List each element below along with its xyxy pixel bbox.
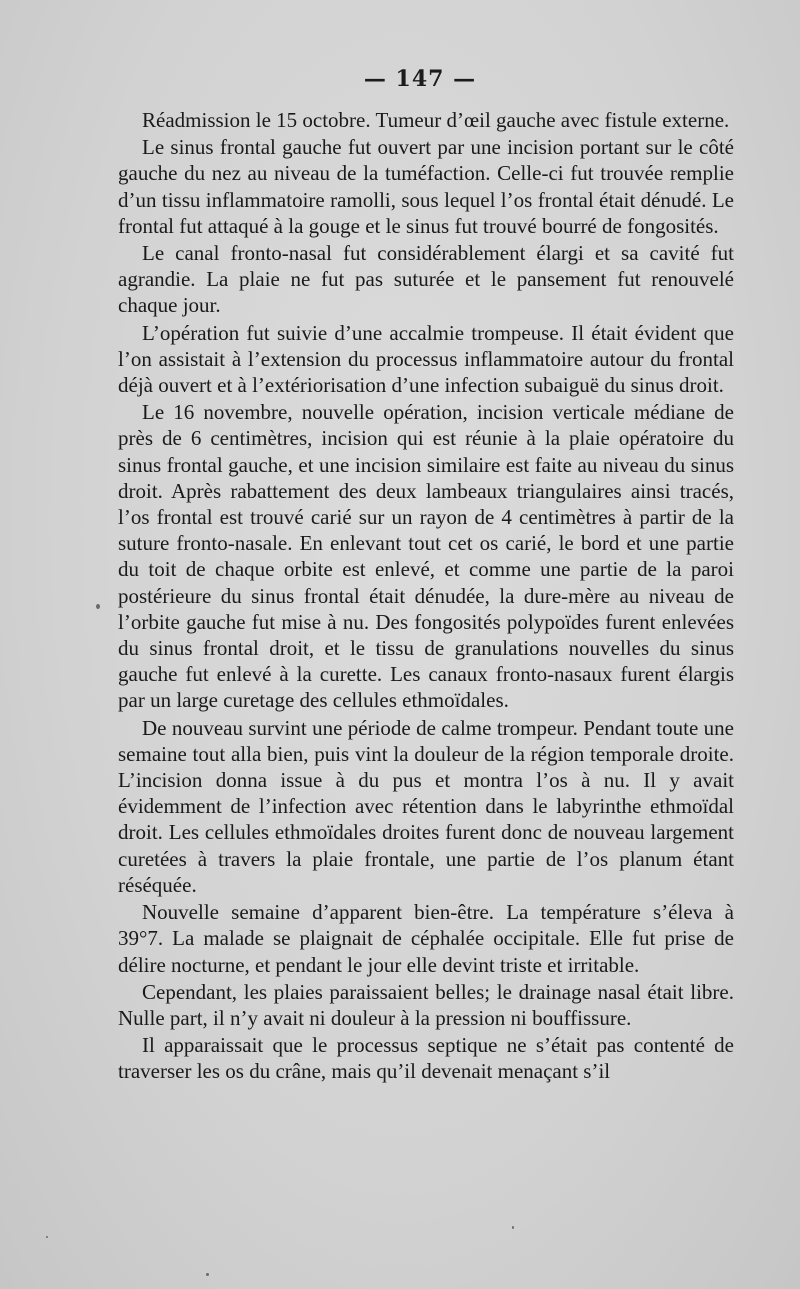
paragraph-calme-trompeur: De nouveau survint une période de calme trompeur. Pendant toute une semaine tout alla bien, puis vint la douleur de la région temporale droite. L’incision donna issue à du pus et montra l’os à nu. Il y avait évidemment de l’infection avec rétention dans le labyrinthe ethmoïdal droit. Les cellules ethmoïdales droites furent donc de nouveau largement curetées à travers la plaie frontale, une partie de l’os planum étant réséquée. [118,715,734,897]
page-number: — 147 — [363,66,477,92]
paragraph-canal-fronto-nasal: Le canal fronto-nasal fut considérablement élargi et sa cavité fut agrandie. La plaie ne fut pas suturée et le pansement fut renouvelé chaque jour. [118,241,734,318]
paragraph-plaies-belles: Cependant, les plaies paraissaient belles; le drainage nasal était libre. Nulle part, il n’y avait ni douleur à la pression ni bouffissure. [118,979,734,1030]
body-text [118,107,734,1085]
paper-speck [512,1226,514,1229]
paragraph-accalmie: L’opération fut suivie d’une accalmie trompeuse. Il était évident que l’on assistait à l’extension du processus inflammatoire autour du frontal déjà ouvert et à l’extériorisation d’une infection subaiguë du sinus droit. [118,320,734,398]
paper-speck [96,604,100,609]
paragraph-processus-septique: Il apparaissait que le processus septique ne s’était pas contenté de traverser les os du crâne, mais qu’il devenait menaçant s’il [118,1033,734,1084]
paper-speck [206,1273,209,1276]
paper-speck [46,1236,48,1238]
paragraph-16-novembre: Le 16 novembre, nouvelle opération, incision verticale médiane de près de 6 centimètres, incision qui est réunie à la plaie opératoire du sinus frontal gauche, et une incision similaire est faite au niveau du sinus droit. Après rabattement des deux lambeaux triangulaires ainsi tracés, l’os frontal est trouvé carié sur un rayon de 4 centimètres à partir de la suture fronto-nasale. En enlevant tout cet os carié, le bord et une partie du toit de chaque orbite est enlevé, et comme une partie de la paroi postérieure du sinus frontal était dénudée, la dure-mère au niveau de l’orbite gauche fut mise à nu. Des fongosités polypoïdes furent enlevées du sinus frontal droit, et le tissu de granulations nouvelles du sinus gauche fut enlevé à la curette. Les canaux fronto-nasaux furent élargis par un large curetage des cellules ethmoïdales. [118,400,734,713]
paragraph-readmission: Réadmission le 15 octobre. Tumeur d’œil gauche avec fistule externe. [142,108,730,132]
paragraph-sinus-frontal-gauche: Le sinus frontal gauche fut ouvert par une incision portant sur le côté gauche du nez au niveau de la tuméfaction. Celle-ci fut trouvée remplie d’un tissu inflammatoire ramolli, sous lequel l’os frontal était dénudé. Le frontal fut attaqué à la gouge et le sinus fut trouvé bourré de fongosités. [118,135,734,238]
paragraph-nouvelle-semaine: Nouvelle semaine d’apparent bien-être. La température s’éleva à 39°7. La malade se plaignait de céphalée occipitale. Elle fut prise de délire nocturne, et pendant le jour elle devint triste et irritable. [118,900,734,977]
